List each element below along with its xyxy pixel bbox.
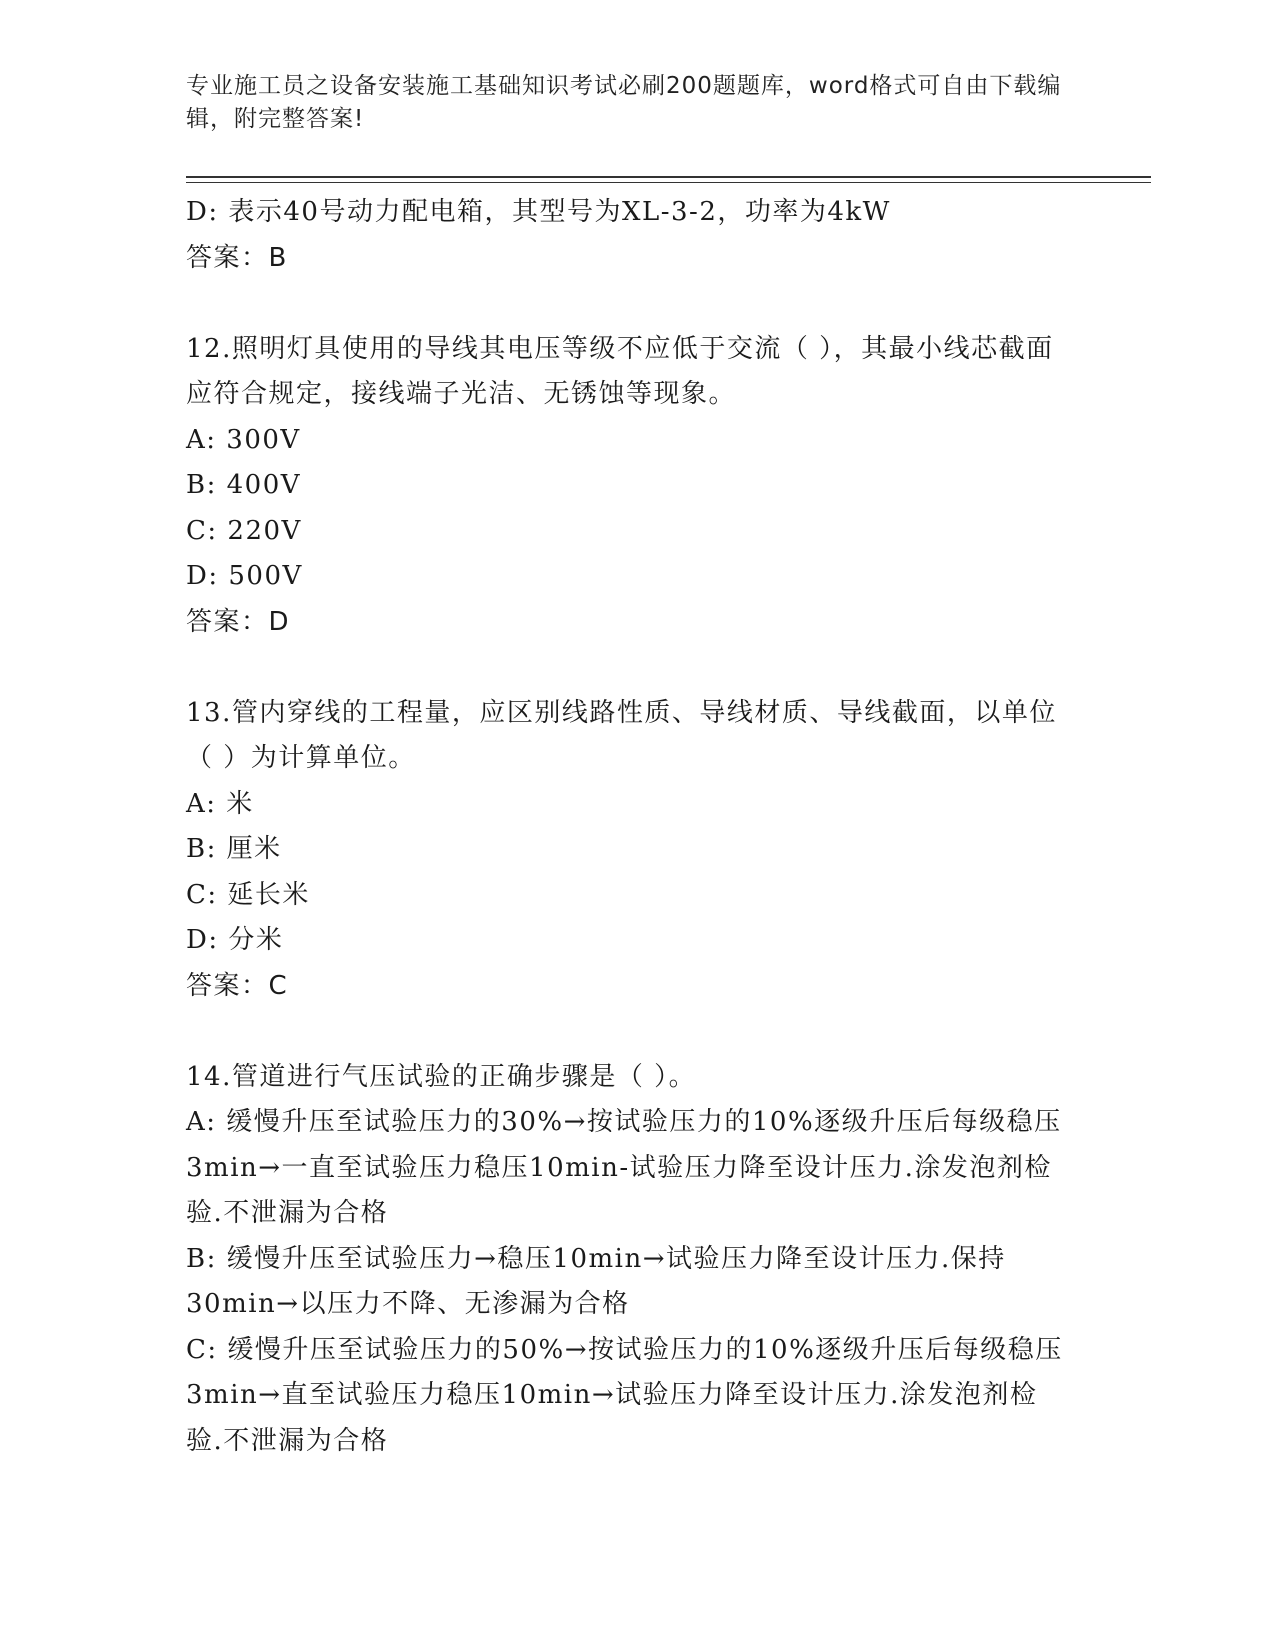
question-12 xyxy=(186,327,1066,646)
option-d: D: 500V xyxy=(186,561,303,591)
question-13 xyxy=(186,691,1066,1010)
document-body xyxy=(186,190,1066,1464)
question-14 xyxy=(186,1055,1066,1465)
option-b: B: 缓慢升压至试验压力→稳压10min→试验压力降至设计压力.保持30min→以压力不降、无渗漏为合格 xyxy=(186,1243,1006,1319)
question-stem: 14.管道进行气压试验的正确步骤是（ ）。 xyxy=(186,1061,697,1092)
option-d: D: 分米 xyxy=(186,925,284,955)
question-stem: 13.管内穿线的工程量，应区别线路性质、导线材质、导线截面，以单位（ ）为计算单位。 xyxy=(186,697,1057,773)
answer: 答案：D xyxy=(186,606,291,637)
option-c: C: 延长米 xyxy=(186,879,310,910)
option-c: C: 缓慢升压至试验压力的50%→按试验压力的10%逐级升压后每级稳压3min→直至试验压力稳压10min→试验压力降至设计压力.涂发泡剂检验.不泄漏为合格 xyxy=(186,1334,1063,1456)
header-rule-thin xyxy=(186,182,1151,183)
option-b: B: 400V xyxy=(186,470,302,500)
prev-option-d: D: 表示40号动力配电箱，其型号为XL-3-2，功率为4kW xyxy=(186,197,891,227)
question-stem: 12.照明灯具使用的导线其电压等级不应低于交流（ ），其最小线芯截面应符合规定，接线端子光洁、无锈蚀等现象。 xyxy=(186,333,1054,409)
spacer xyxy=(186,645,1066,691)
answer: 答案：C xyxy=(186,970,289,1001)
option-a: A: 300V xyxy=(186,424,301,455)
option-b: B: 厘米 xyxy=(186,834,282,864)
option-a: A: 米 xyxy=(186,788,254,819)
option-c: C: 220V xyxy=(186,515,302,546)
spacer xyxy=(186,1009,1066,1055)
header-rule-thick xyxy=(186,176,1151,178)
prev-answer: 答案：B xyxy=(186,242,288,273)
spacer xyxy=(186,281,1066,327)
document-header: 专业施工员之设备安装施工基础知识考试必刷200题题库，word格式可自由下载编辑，附完整答案! xyxy=(186,73,1062,132)
option-a: A: 缓慢升压至试验压力的30%→按试验压力的10%逐级升压后每级稳压3min→一直至试验压力稳压10min-试验压力降至设计压力.涂发泡剂检验.不泄漏为合格 xyxy=(186,1107,1062,1228)
